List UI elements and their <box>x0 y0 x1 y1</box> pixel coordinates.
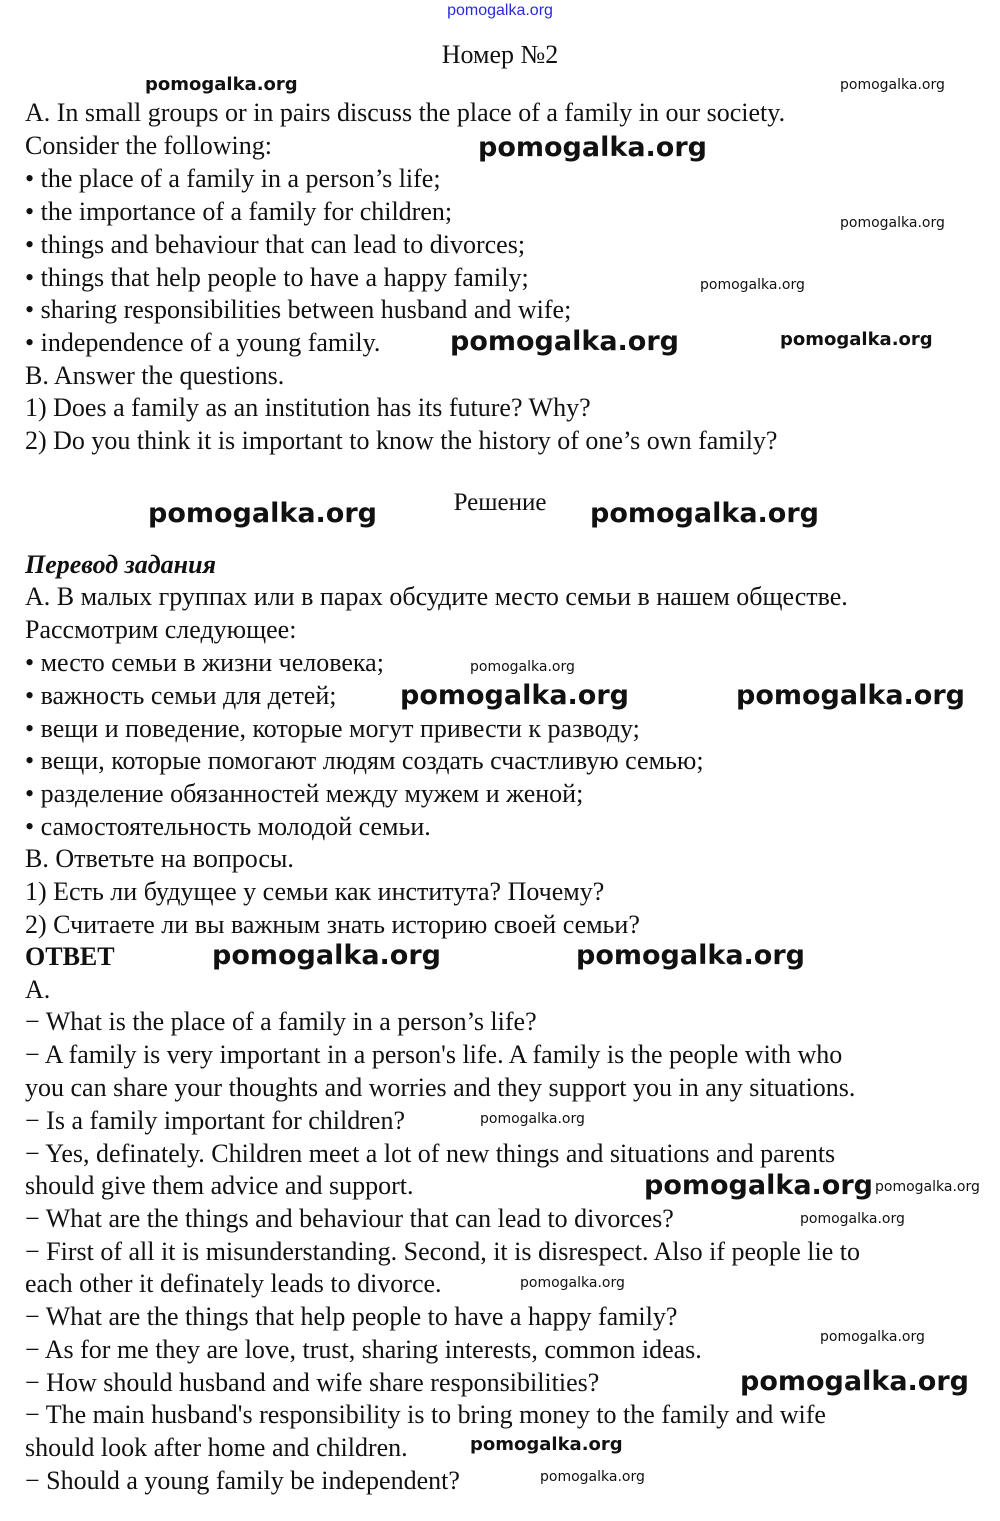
watermark: pomogalka.org <box>480 1111 585 1127</box>
text-line: • things that help people to have a happy family; <box>25 263 529 292</box>
text-line: − A family is very important in a person's life. A family is the people with who <box>25 1040 843 1069</box>
text-line: − Yes, definately. Children meet a lot of new things and situations and parents <box>25 1139 836 1168</box>
text-line: should give them advice and support. <box>25 1171 414 1200</box>
text-line: − What is the place of a family in a person’s life? <box>25 1007 537 1036</box>
answer-heading: ОТВЕТ <box>25 942 115 971</box>
watermark: pomogalka.org <box>740 1366 969 1397</box>
text-line: − Should a young family be independent? <box>25 1466 460 1495</box>
watermark: pomogalka.org <box>840 215 945 231</box>
watermark: pomogalka.org <box>840 77 945 93</box>
text-line: • вещи и поведение, которые могут привести к разводу; <box>25 714 640 743</box>
watermark: pomogalka.org <box>212 940 441 971</box>
watermark: pomogalka.org <box>478 132 707 163</box>
watermark: pomogalka.org <box>875 1179 980 1195</box>
text-line: • the place of a family in a person’s life; <box>25 164 441 193</box>
watermark: pomogalka.org <box>644 1170 873 1201</box>
text-line: − How should husband and wife share responsibilities? <box>25 1368 600 1397</box>
text-line: − First of all it is misunderstanding. Second, it is disrespect. Also if people lie to <box>25 1237 861 1266</box>
text-line: − As for me they are love, trust, sharing interests, common ideas. <box>25 1335 702 1364</box>
text-line: В. Ответьте на вопросы. <box>25 844 294 873</box>
text-line: • independence of a young family. <box>25 328 381 357</box>
text-line: • sharing responsibilities between husband and wife; <box>25 295 572 324</box>
text-line: you can share your thoughts and worries and they support you in any situations. <box>25 1073 856 1102</box>
text-line: B. Answer the questions. <box>25 361 285 390</box>
text-line: 2) Считаете ли вы важным знать историю своей семьи? <box>25 910 640 939</box>
watermark: pomogalka.org <box>736 680 965 711</box>
text-line: A. In small groups or in pairs discuss the place of a family in our society. <box>25 98 786 127</box>
text-line: − What are the things and behaviour that can lead to divorces? <box>25 1204 674 1233</box>
text-line: each other it definately leads to divorce. <box>25 1269 442 1298</box>
text-line: А. В малых группах или в парах обсудите место семьи в нашем обществе. <box>25 582 848 611</box>
page-title: Номер №2 <box>441 40 559 69</box>
watermark: pomogalka.org <box>520 1275 625 1291</box>
text-line: should look after home and children. <box>25 1433 408 1462</box>
watermark: pomogalka.org <box>145 74 298 95</box>
watermark: pomogalka.org <box>700 277 805 293</box>
solution-heading: Решение <box>453 489 547 516</box>
watermark: pomogalka.org <box>148 498 377 529</box>
text-line: 2) Do you think it is important to know the history of one’s own family? <box>25 426 778 455</box>
watermark: pomogalka.org <box>540 1469 645 1485</box>
watermark: pomogalka.org <box>400 680 629 711</box>
text-line: Рассмотрим следующее: <box>25 615 297 644</box>
watermark: pomogalka.org <box>590 498 819 529</box>
text-line: − The main husband's responsibility is to bring money to the family and wife <box>25 1400 826 1429</box>
watermark: pomogalka.org <box>800 1211 905 1227</box>
watermark: pomogalka.org <box>820 1329 925 1345</box>
watermark: pomogalka.org <box>450 326 679 357</box>
text-line: 1) Есть ли будущее у семьи как института? Почему? <box>25 877 605 906</box>
text-line: − Is a family important for children? <box>25 1106 405 1135</box>
text-line: 1) Does a family as an institution has its future? Why? <box>25 393 591 422</box>
text-line: • the importance of a family for children; <box>25 197 453 226</box>
watermark: pomogalka.org <box>576 940 805 971</box>
text-line: Consider the following: <box>25 131 272 160</box>
header-watermark[interactable]: pomogalka.org <box>447 2 553 19</box>
text-line: • разделение обязанностей между мужем и женой; <box>25 779 584 808</box>
text-line: • вещи, которые помогают людям создать счастливую семью; <box>25 746 704 775</box>
text-line: • место семьи в жизни человека; <box>25 648 384 677</box>
text-line: A. <box>25 975 51 1004</box>
text-line: • важность семьи для детей; <box>25 681 337 710</box>
translation-heading: Перевод задания <box>25 550 216 579</box>
text-line: − What are the things that help people to have a happy family? <box>25 1302 678 1331</box>
watermark: pomogalka.org <box>470 659 575 675</box>
text-line: • things and behaviour that can lead to divorces; <box>25 230 526 259</box>
watermark: pomogalka.org <box>470 1434 623 1455</box>
watermark: pomogalka.org <box>780 329 933 350</box>
text-line: • самостоятельность молодой семьи. <box>25 812 431 841</box>
